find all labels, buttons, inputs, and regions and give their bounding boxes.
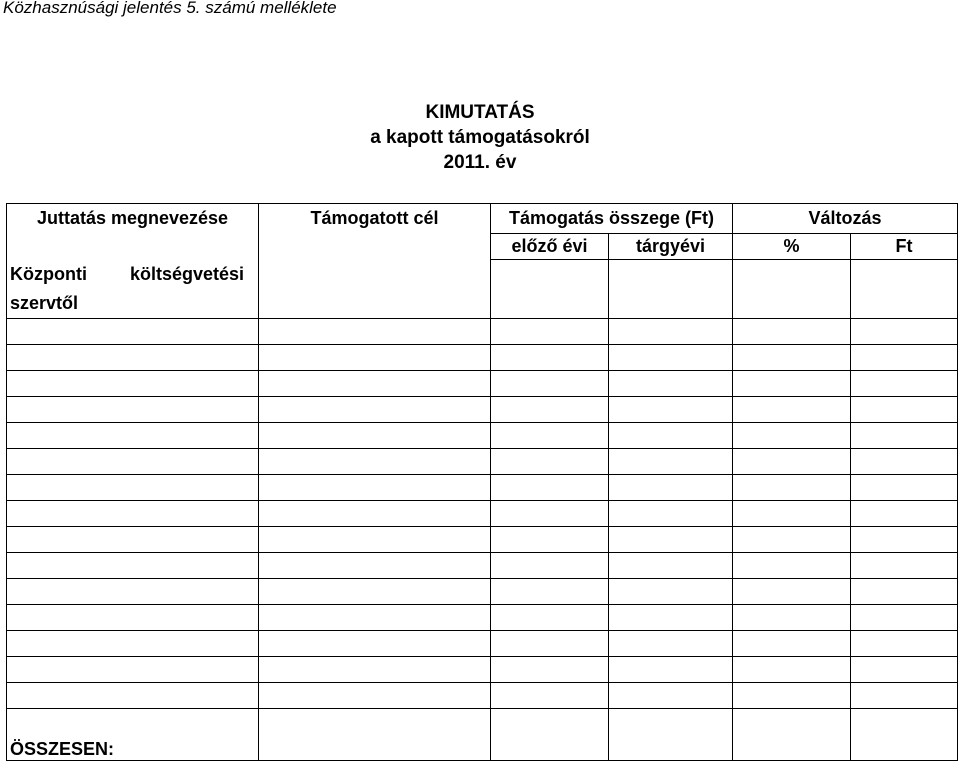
table-row <box>7 474 958 500</box>
cell[interactable] <box>491 526 609 552</box>
cell[interactable] <box>851 318 958 344</box>
table-row <box>7 396 958 422</box>
cell[interactable] <box>7 656 259 682</box>
cell[interactable] <box>609 422 733 448</box>
table-row <box>7 448 958 474</box>
cell[interactable] <box>7 344 259 370</box>
header-row-1 <box>7 204 958 234</box>
cell[interactable] <box>491 552 609 578</box>
cell[interactable] <box>609 682 733 708</box>
table-row <box>7 344 958 370</box>
cell[interactable] <box>851 682 958 708</box>
cell[interactable] <box>491 318 609 344</box>
cell[interactable] <box>7 630 259 656</box>
cell[interactable] <box>733 448 851 474</box>
cell[interactable] <box>733 344 851 370</box>
cell[interactable] <box>851 604 958 630</box>
cell[interactable] <box>609 260 733 319</box>
col-header-supported-goal: Támogatott cél <box>259 204 491 234</box>
table-row <box>7 422 958 448</box>
row-central-budget-label <box>7 260 259 319</box>
col-header-benefit-name: Juttatás megnevezése <box>7 204 259 234</box>
cell[interactable] <box>609 552 733 578</box>
document-title <box>0 100 960 175</box>
cell[interactable] <box>609 500 733 526</box>
cell[interactable] <box>7 526 259 552</box>
cell[interactable] <box>7 604 259 630</box>
cell[interactable] <box>733 500 851 526</box>
cell[interactable] <box>491 448 609 474</box>
cell[interactable] <box>609 396 733 422</box>
cell[interactable] <box>491 708 609 760</box>
cell[interactable] <box>851 630 958 656</box>
cell[interactable] <box>259 578 491 604</box>
cell[interactable] <box>259 448 491 474</box>
cell[interactable] <box>7 422 259 448</box>
cell[interactable] <box>733 552 851 578</box>
title-subject: a kapott támogatásokról <box>370 127 590 148</box>
table-row <box>7 604 958 630</box>
cell[interactable] <box>609 474 733 500</box>
col-header-support-amount: Támogatás összege (Ft) <box>491 204 733 234</box>
cell[interactable] <box>733 526 851 552</box>
cell[interactable] <box>491 578 609 604</box>
cell[interactable] <box>733 474 851 500</box>
table-row <box>7 370 958 396</box>
table-row <box>7 682 958 708</box>
cell[interactable] <box>491 682 609 708</box>
cell[interactable] <box>609 656 733 682</box>
cell[interactable] <box>491 370 609 396</box>
cell[interactable] <box>733 630 851 656</box>
budgetary-word: költségvetési <box>129 263 244 284</box>
document-header-note: Közhasznúsági jelentés 5. számú melléklete <box>3 0 337 17</box>
cell[interactable] <box>259 370 491 396</box>
support-table <box>6 203 958 761</box>
table-row <box>7 526 958 552</box>
central-word: Központi <box>10 263 87 284</box>
cell[interactable] <box>7 578 259 604</box>
cell[interactable] <box>851 708 958 760</box>
header-spacer-goal <box>259 234 491 260</box>
cell[interactable] <box>733 396 851 422</box>
cell[interactable] <box>851 344 958 370</box>
cell[interactable] <box>609 578 733 604</box>
cell[interactable] <box>851 578 958 604</box>
cell[interactable] <box>609 344 733 370</box>
cell[interactable] <box>851 396 958 422</box>
subcol-current-year: tárgyévi <box>609 234 733 260</box>
cell[interactable] <box>851 474 958 500</box>
cell[interactable] <box>259 260 491 319</box>
cell[interactable] <box>609 526 733 552</box>
cell[interactable] <box>259 396 491 422</box>
cell[interactable] <box>733 578 851 604</box>
cell[interactable] <box>609 318 733 344</box>
cell[interactable] <box>259 630 491 656</box>
cell[interactable] <box>733 318 851 344</box>
cell[interactable] <box>259 656 491 682</box>
cell[interactable] <box>851 422 958 448</box>
cell[interactable] <box>851 656 958 682</box>
cell[interactable] <box>851 448 958 474</box>
cell[interactable] <box>491 630 609 656</box>
cell[interactable] <box>7 552 259 578</box>
cell[interactable] <box>491 474 609 500</box>
cell[interactable] <box>491 396 609 422</box>
cell[interactable] <box>851 526 958 552</box>
cell[interactable] <box>733 422 851 448</box>
cell[interactable] <box>259 552 491 578</box>
cell[interactable] <box>851 500 958 526</box>
cell[interactable] <box>491 344 609 370</box>
total-label: ÖSSZESEN: <box>7 708 259 760</box>
col-header-change: Változás <box>733 204 958 234</box>
cell[interactable] <box>259 708 491 760</box>
title-year: 2011. év <box>443 152 517 173</box>
cell[interactable] <box>491 500 609 526</box>
cell[interactable] <box>733 708 851 760</box>
subcol-previous-year: előző évi <box>491 234 609 260</box>
cell[interactable] <box>851 370 958 396</box>
table-row <box>7 656 958 682</box>
cell[interactable] <box>7 396 259 422</box>
header-spacer-benefit <box>7 234 259 260</box>
cell[interactable] <box>7 370 259 396</box>
cell[interactable] <box>491 604 609 630</box>
cell[interactable] <box>259 474 491 500</box>
cell[interactable] <box>733 370 851 396</box>
header-row-2 <box>7 234 958 260</box>
cell[interactable] <box>259 500 491 526</box>
cell[interactable] <box>609 370 733 396</box>
cell[interactable] <box>7 682 259 708</box>
table-row <box>7 552 958 578</box>
cell[interactable] <box>733 682 851 708</box>
subcol-percent: % <box>733 234 851 260</box>
cell[interactable] <box>733 260 851 319</box>
cell[interactable] <box>7 448 259 474</box>
cell[interactable] <box>7 500 259 526</box>
cell[interactable] <box>259 344 491 370</box>
cell[interactable] <box>733 656 851 682</box>
cell[interactable] <box>609 630 733 656</box>
organ-word: szervtől <box>10 292 79 313</box>
cell[interactable] <box>7 318 259 344</box>
cell[interactable] <box>609 448 733 474</box>
cell[interactable] <box>609 708 733 760</box>
cell[interactable] <box>733 604 851 630</box>
cell[interactable] <box>609 604 733 630</box>
cell[interactable] <box>7 474 259 500</box>
subcol-ft: Ft <box>851 234 958 260</box>
title-kimutatas: KIMUTATÁS <box>425 102 535 123</box>
cell[interactable] <box>259 318 491 344</box>
row-central-budget <box>7 260 958 319</box>
total-row <box>7 708 958 760</box>
cell[interactable] <box>259 604 491 630</box>
cell[interactable] <box>851 260 958 319</box>
table-row <box>7 630 958 656</box>
table-row <box>7 318 958 344</box>
cell[interactable] <box>491 656 609 682</box>
cell[interactable] <box>259 682 491 708</box>
table-row <box>7 578 958 604</box>
cell[interactable] <box>491 260 609 319</box>
cell[interactable] <box>259 526 491 552</box>
cell[interactable] <box>851 552 958 578</box>
cell[interactable] <box>259 422 491 448</box>
cell[interactable] <box>491 422 609 448</box>
table-row <box>7 500 958 526</box>
